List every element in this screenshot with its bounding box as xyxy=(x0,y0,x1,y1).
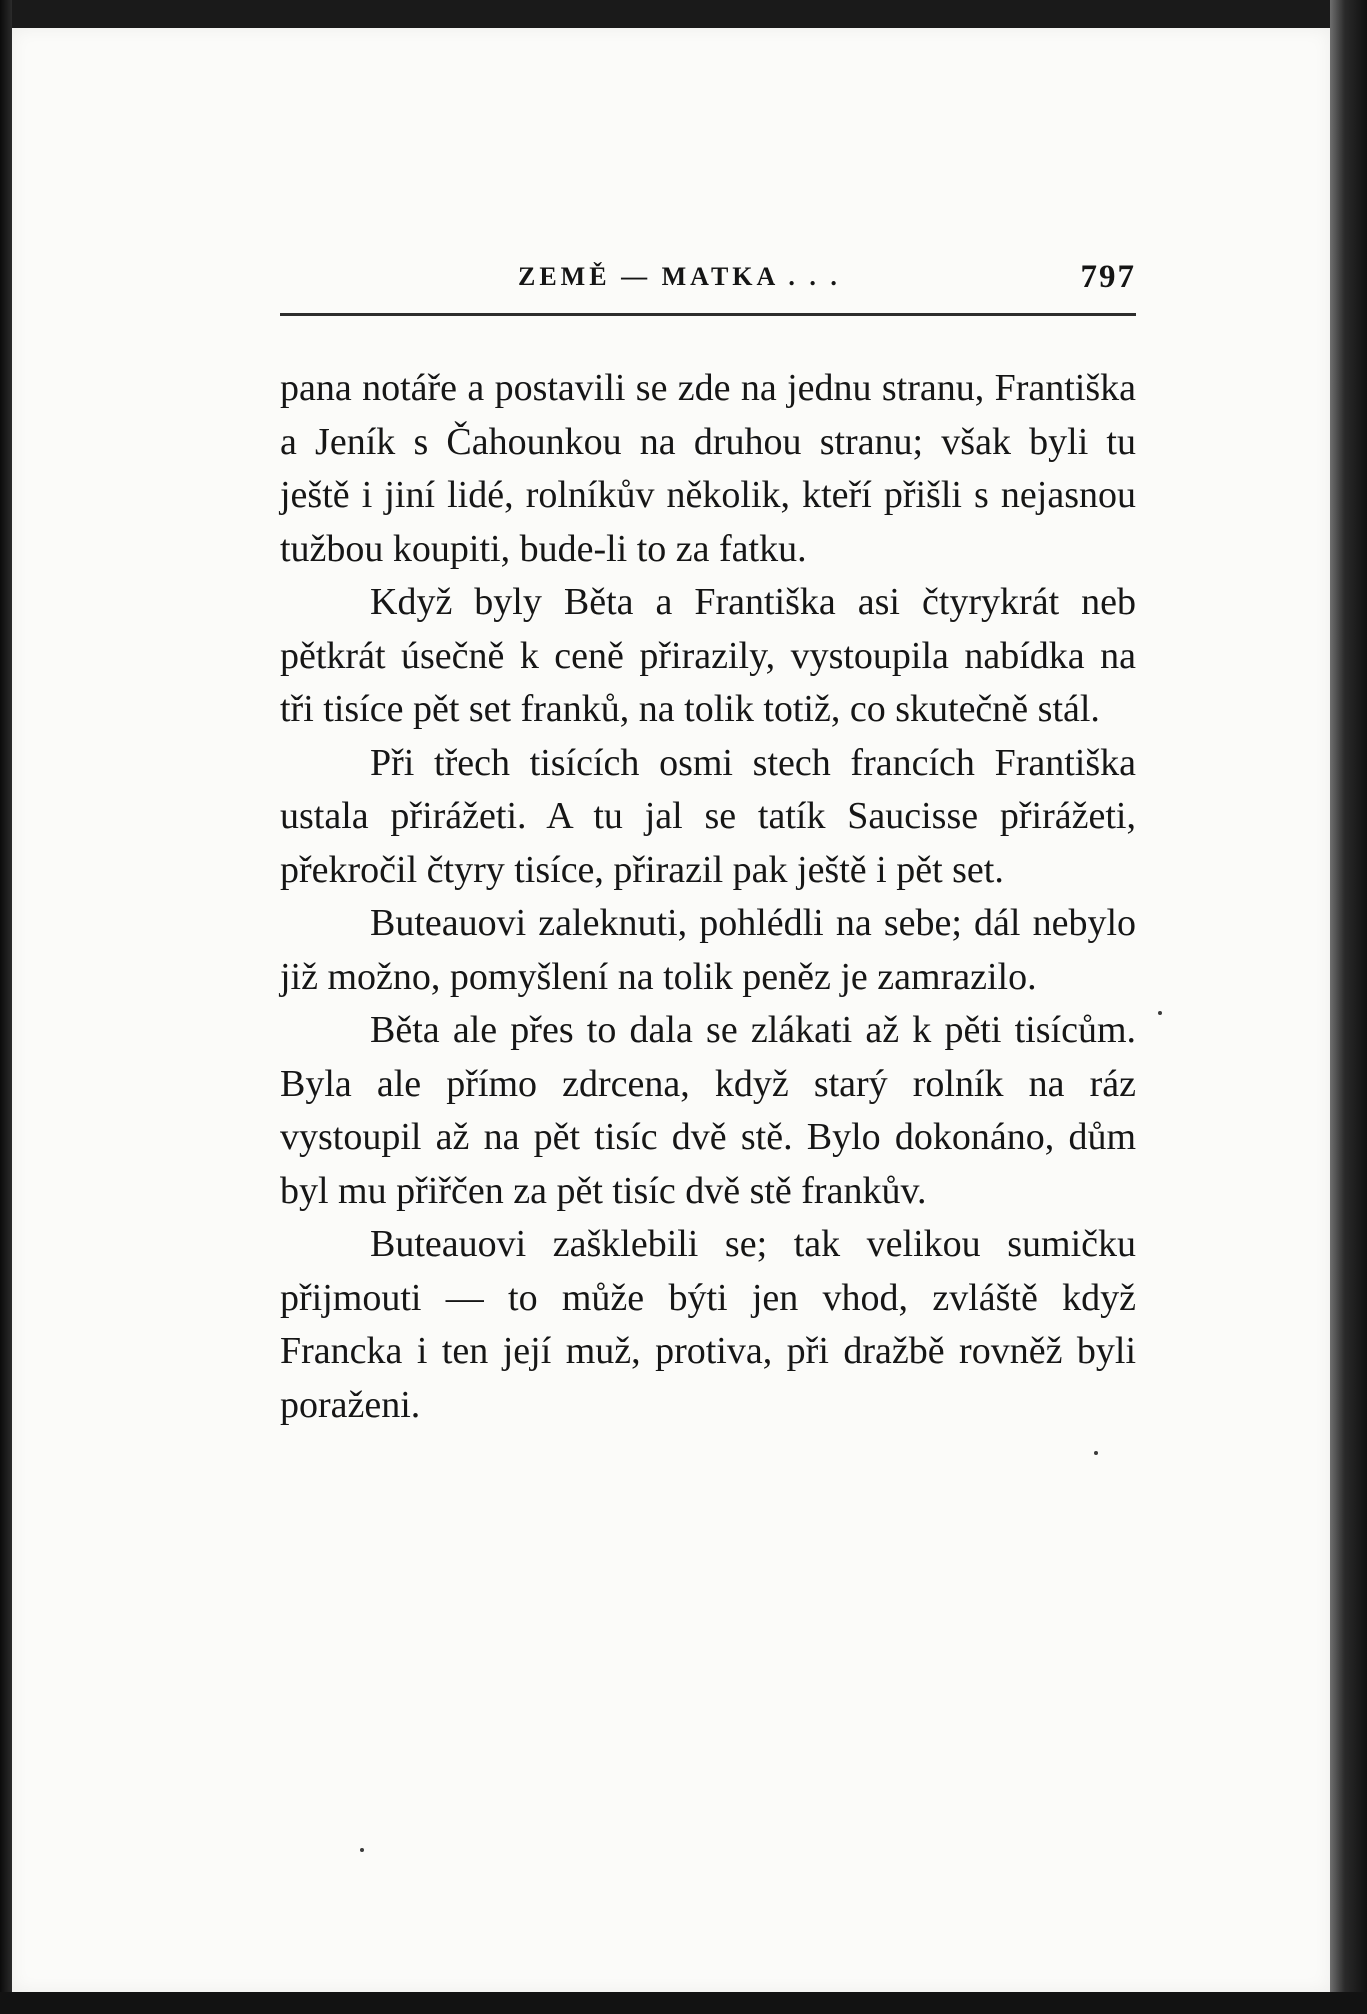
bottom-scan-edge xyxy=(0,1992,1367,2014)
paragraph: Když byly Běta a Františka asi čtyrykrát neb pětkrát úsečně k ceně přirazily, vystoupila nabídka na tři tisíce pět set franků, na tolik totiž, co skutečně stál. xyxy=(280,581,1136,730)
paragraph: pana notáře a postavili se zde na jednu stranu, Františka a Jeník s Čahounkou na druhou stranu; však byli tu ještě i jiní lidé, rolníkův několik, kteří přišli s nejasnou tužbou koupiti, bude-li to za fatku. xyxy=(280,367,1136,570)
page-number: 797 xyxy=(1080,259,1136,295)
paragraph: Běta ale přes to dala se zlákati až k pěti tisícům. Byla ale přímo zdrcena, když starý rolník na ráz vystoupil až na pět tisíc dvě stě. Bylo dokonáno, dům byl mu přiřčen za pět tisíc dvě stě frankův. xyxy=(280,1009,1136,1212)
right-scan-edge xyxy=(1330,0,1367,2014)
header-rule xyxy=(280,313,1136,316)
scan-speck xyxy=(360,1848,364,1852)
left-scan-edge xyxy=(0,0,12,2014)
paragraph: Buteauovi zaleknuti, pohlédli na sebe; dál nebylo již možno, pomyšlení na tolik peněz je zamrazilo. xyxy=(280,902,1136,998)
paragraph: Buteauovi zašklebili se; tak velikou sumičku přijmouti — to může býti jen vhod, zvláště když Francka i ten její muž, protiva, při dražbě rovněž byli poraženi. xyxy=(280,1223,1136,1426)
header-title: ZEMĚ — MATKA . . . xyxy=(518,262,841,291)
scan-speck xyxy=(1094,1451,1098,1455)
running-header xyxy=(280,259,1136,306)
body-text xyxy=(280,362,1136,1432)
paragraph: Při třech tisících osmi stech francích Františka ustala přirážeti. A tu jal se tatík Saucisse přirážeti, překročil čtyry tisíce, přirazil pak ještě i pět set. xyxy=(280,741,1136,891)
scan-speck xyxy=(1158,1011,1162,1015)
